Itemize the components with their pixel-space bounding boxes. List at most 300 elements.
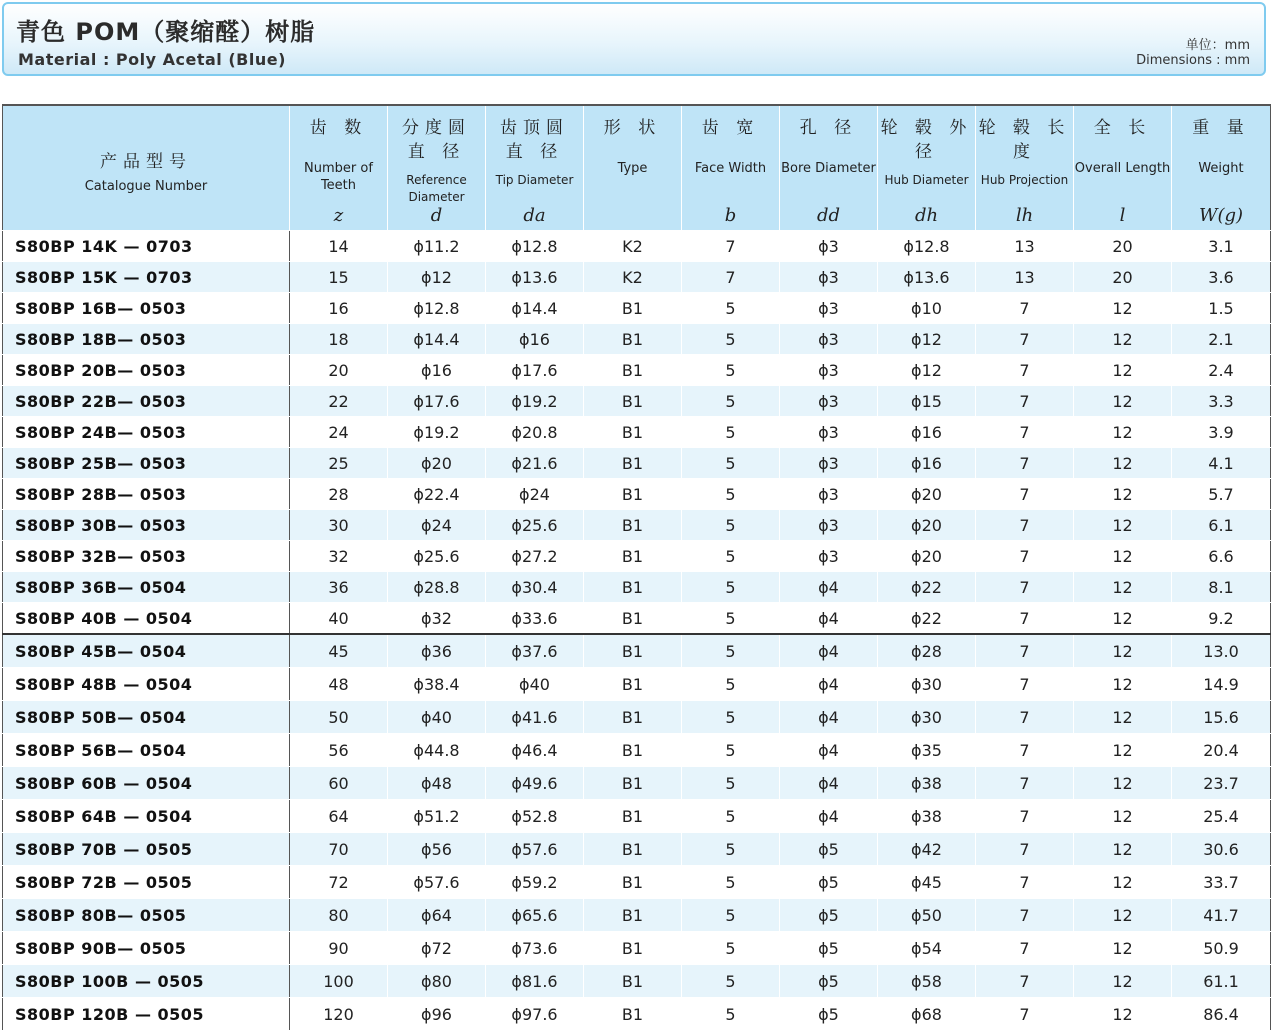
cell-teeth: 16 [290, 293, 388, 324]
cell-weight: 25.4 [1172, 800, 1271, 833]
cell-type: B1 [584, 734, 682, 767]
cell-hub-diameter: ϕ16 [878, 448, 976, 479]
cell-hub-diameter: ϕ42 [878, 833, 976, 866]
col-header-hub-projection: 轮 毂 长 度 Hub Projection lh [976, 105, 1074, 231]
cell-model: S80BP 80B— 0505 [3, 899, 290, 932]
cell-weight: 5.7 [1172, 479, 1271, 510]
cell-type: B1 [584, 603, 682, 635]
cell-bore-diameter: ϕ4 [780, 767, 878, 800]
cell-model: S80BP 20B— 0503 [3, 355, 290, 386]
table-body [3, 231, 1271, 1031]
cell-tip-diameter: ϕ73.6 [486, 932, 584, 965]
cell-type: B1 [584, 767, 682, 800]
cell-model: S80BP 100B — 0505 [3, 965, 290, 998]
cell-overall-length: 12 [1074, 448, 1172, 479]
cell-model: S80BP 30B— 0503 [3, 510, 290, 541]
cell-weight: 2.4 [1172, 355, 1271, 386]
table-row [3, 479, 1271, 510]
cell-reference-diameter: ϕ25.6 [388, 541, 486, 572]
cell-face-width: 5 [682, 899, 780, 932]
cell-tip-diameter: ϕ20.8 [486, 417, 584, 448]
cell-teeth: 50 [290, 701, 388, 734]
cell-tip-diameter: ϕ41.6 [486, 701, 584, 734]
cell-hub-projection: 7 [976, 479, 1074, 510]
cell-hub-diameter: ϕ16 [878, 417, 976, 448]
cell-type: B1 [584, 634, 682, 668]
cell-model: S80BP 32B— 0503 [3, 541, 290, 572]
cell-type: B1 [584, 998, 682, 1031]
col-header-overall-length: 全 长 Overall Length l [1074, 105, 1172, 231]
cell-hub-projection: 7 [976, 386, 1074, 417]
cell-reference-diameter: ϕ17.6 [388, 386, 486, 417]
cell-reference-diameter: ϕ36 [388, 634, 486, 668]
cell-overall-length: 12 [1074, 479, 1172, 510]
cell-hub-diameter: ϕ20 [878, 510, 976, 541]
cell-overall-length: 12 [1074, 899, 1172, 932]
cell-hub-diameter: ϕ38 [878, 800, 976, 833]
cell-bore-diameter: ϕ3 [780, 510, 878, 541]
cell-face-width: 5 [682, 965, 780, 998]
unit-label-en: Dimensions : mm [1136, 53, 1250, 68]
cell-hub-projection: 7 [976, 899, 1074, 932]
cell-overall-length: 12 [1074, 634, 1172, 668]
table-row [3, 965, 1271, 998]
cell-hub-diameter: ϕ28 [878, 634, 976, 668]
cell-overall-length: 12 [1074, 998, 1172, 1031]
cell-type: B1 [584, 324, 682, 355]
cell-hub-projection: 7 [976, 603, 1074, 635]
page-title: 青色 POM（聚缩醛）树脂 [16, 18, 316, 46]
table-row [3, 324, 1271, 355]
cell-overall-length: 12 [1074, 510, 1172, 541]
cell-overall-length: 12 [1074, 603, 1172, 635]
cell-teeth: 20 [290, 355, 388, 386]
cell-weight: 9.2 [1172, 603, 1271, 635]
cell-weight: 41.7 [1172, 899, 1271, 932]
cell-hub-diameter: ϕ12.8 [878, 231, 976, 262]
cell-tip-diameter: ϕ30.4 [486, 572, 584, 603]
table-row [3, 417, 1271, 448]
cell-teeth: 18 [290, 324, 388, 355]
cell-teeth: 64 [290, 800, 388, 833]
cell-hub-projection: 7 [976, 417, 1074, 448]
cell-weight: 23.7 [1172, 767, 1271, 800]
cell-model: S80BP 72B — 0505 [3, 866, 290, 899]
cell-model: S80BP 64B — 0504 [3, 800, 290, 833]
cell-face-width: 5 [682, 541, 780, 572]
table-row [3, 262, 1271, 293]
cell-hub-diameter: ϕ45 [878, 866, 976, 899]
cell-tip-diameter: ϕ21.6 [486, 448, 584, 479]
spec-table [2, 104, 1271, 1031]
cell-model: S80BP 14K — 0703 [3, 231, 290, 262]
cell-tip-diameter: ϕ24 [486, 479, 584, 510]
cell-reference-diameter: ϕ22.4 [388, 479, 486, 510]
cell-hub-diameter: ϕ38 [878, 767, 976, 800]
table-row [3, 541, 1271, 572]
cell-teeth: 14 [290, 231, 388, 262]
cell-weight: 4.1 [1172, 448, 1271, 479]
cell-type: B1 [584, 668, 682, 701]
cell-model: S80BP 28B— 0503 [3, 479, 290, 510]
cell-overall-length: 20 [1074, 231, 1172, 262]
cell-weight: 14.9 [1172, 668, 1271, 701]
cell-face-width: 5 [682, 866, 780, 899]
cell-overall-length: 12 [1074, 355, 1172, 386]
cell-hub-projection: 7 [976, 998, 1074, 1031]
cell-weight: 2.1 [1172, 324, 1271, 355]
cell-type: K2 [584, 262, 682, 293]
cell-reference-diameter: ϕ57.6 [388, 866, 486, 899]
cell-overall-length: 12 [1074, 324, 1172, 355]
cell-hub-projection: 7 [976, 767, 1074, 800]
cell-hub-diameter: ϕ12 [878, 324, 976, 355]
cell-overall-length: 12 [1074, 734, 1172, 767]
cell-bore-diameter: ϕ3 [780, 386, 878, 417]
cell-overall-length: 12 [1074, 833, 1172, 866]
cell-bore-diameter: ϕ3 [780, 324, 878, 355]
cell-model: S80BP 22B— 0503 [3, 386, 290, 417]
cell-model: S80BP 24B— 0503 [3, 417, 290, 448]
cell-teeth: 56 [290, 734, 388, 767]
cell-hub-diameter: ϕ22 [878, 572, 976, 603]
cell-weight: 15.6 [1172, 701, 1271, 734]
cell-face-width: 5 [682, 701, 780, 734]
cell-hub-projection: 7 [976, 668, 1074, 701]
table-row [3, 355, 1271, 386]
cell-hub-projection: 7 [976, 866, 1074, 899]
cell-weight: 3.9 [1172, 417, 1271, 448]
cell-overall-length: 12 [1074, 293, 1172, 324]
cell-bore-diameter: ϕ3 [780, 479, 878, 510]
cell-bore-diameter: ϕ4 [780, 668, 878, 701]
table-row [3, 734, 1271, 767]
cell-reference-diameter: ϕ16 [388, 355, 486, 386]
cell-hub-diameter: ϕ15 [878, 386, 976, 417]
table-row [3, 448, 1271, 479]
cell-hub-diameter: ϕ20 [878, 541, 976, 572]
col-header-weight: 重 量 Weight W(g) [1172, 105, 1271, 231]
cell-teeth: 60 [290, 767, 388, 800]
cell-hub-projection: 13 [976, 262, 1074, 293]
cell-model: S80BP 70B — 0505 [3, 833, 290, 866]
table-row [3, 866, 1271, 899]
cell-face-width: 5 [682, 932, 780, 965]
cell-teeth: 120 [290, 998, 388, 1031]
cell-tip-diameter: ϕ27.2 [486, 541, 584, 572]
cell-type: B1 [584, 932, 682, 965]
cell-tip-diameter: ϕ65.6 [486, 899, 584, 932]
cell-reference-diameter: ϕ19.2 [388, 417, 486, 448]
cell-tip-diameter: ϕ52.8 [486, 800, 584, 833]
cell-bore-diameter: ϕ5 [780, 866, 878, 899]
cell-reference-diameter: ϕ14.4 [388, 324, 486, 355]
table-row [3, 668, 1271, 701]
cell-type: B1 [584, 293, 682, 324]
cell-teeth: 22 [290, 386, 388, 417]
cell-teeth: 90 [290, 932, 388, 965]
col-header-hub-diameter: 轮 毂 外 径 Hub Diameter dh [878, 105, 976, 231]
cell-teeth: 25 [290, 448, 388, 479]
cell-bore-diameter: ϕ3 [780, 231, 878, 262]
cell-bore-diameter: ϕ3 [780, 293, 878, 324]
cell-reference-diameter: ϕ38.4 [388, 668, 486, 701]
unit-label-cn: 单位：mm [1185, 38, 1250, 53]
cell-overall-length: 20 [1074, 262, 1172, 293]
table-row [3, 932, 1271, 965]
cell-bore-diameter: ϕ3 [780, 448, 878, 479]
cell-model: S80BP 50B— 0504 [3, 701, 290, 734]
cell-hub-projection: 7 [976, 634, 1074, 668]
table-row [3, 293, 1271, 324]
cell-bore-diameter: ϕ5 [780, 932, 878, 965]
cell-face-width: 5 [682, 767, 780, 800]
cell-type: B1 [584, 448, 682, 479]
col-header-bore-diameter: 孔 径 Bore Diameter dd [780, 105, 878, 231]
cell-teeth: 48 [290, 668, 388, 701]
table-row [3, 603, 1271, 635]
col-header-model: 产品型号 Catalogue Number [3, 105, 290, 231]
cell-weight: 8.1 [1172, 572, 1271, 603]
cell-model: S80BP 25B— 0503 [3, 448, 290, 479]
cell-type: B1 [584, 541, 682, 572]
cell-teeth: 30 [290, 510, 388, 541]
cell-tip-diameter: ϕ33.6 [486, 603, 584, 635]
table-row [3, 231, 1271, 262]
cell-tip-diameter: ϕ59.2 [486, 866, 584, 899]
cell-face-width: 5 [682, 386, 780, 417]
cell-weight: 3.3 [1172, 386, 1271, 417]
cell-hub-projection: 7 [976, 324, 1074, 355]
table-header-row [3, 105, 1271, 231]
table-row [3, 899, 1271, 932]
cell-weight: 50.9 [1172, 932, 1271, 965]
cell-overall-length: 12 [1074, 800, 1172, 833]
cell-bore-diameter: ϕ5 [780, 833, 878, 866]
cell-weight: 3.1 [1172, 231, 1271, 262]
cell-bore-diameter: ϕ4 [780, 701, 878, 734]
cell-hub-projection: 7 [976, 572, 1074, 603]
cell-face-width: 5 [682, 479, 780, 510]
cell-teeth: 45 [290, 634, 388, 668]
cell-tip-diameter: ϕ49.6 [486, 767, 584, 800]
cell-overall-length: 12 [1074, 701, 1172, 734]
cell-face-width: 7 [682, 231, 780, 262]
cell-reference-diameter: ϕ64 [388, 899, 486, 932]
cell-type: B1 [584, 510, 682, 541]
cell-teeth: 36 [290, 572, 388, 603]
cell-bore-diameter: ϕ4 [780, 734, 878, 767]
cell-bore-diameter: ϕ4 [780, 572, 878, 603]
cell-hub-projection: 7 [976, 800, 1074, 833]
cell-overall-length: 12 [1074, 386, 1172, 417]
cell-weight: 3.6 [1172, 262, 1271, 293]
cell-teeth: 32 [290, 541, 388, 572]
table-row [3, 833, 1271, 866]
table-row [3, 767, 1271, 800]
cell-weight: 6.6 [1172, 541, 1271, 572]
cell-face-width: 5 [682, 355, 780, 386]
cell-weight: 20.4 [1172, 734, 1271, 767]
cell-reference-diameter: ϕ20 [388, 448, 486, 479]
cell-model: S80BP 45B— 0504 [3, 634, 290, 668]
cell-reference-diameter: ϕ80 [388, 965, 486, 998]
cell-teeth: 70 [290, 833, 388, 866]
cell-face-width: 5 [682, 833, 780, 866]
title-banner [2, 2, 1266, 76]
cell-tip-diameter: ϕ13.6 [486, 262, 584, 293]
page-subtitle: Material : Poly Acetal (Blue) [18, 50, 286, 69]
cell-reference-diameter: ϕ12.8 [388, 293, 486, 324]
cell-face-width: 5 [682, 668, 780, 701]
cell-face-width: 5 [682, 324, 780, 355]
cell-tip-diameter: ϕ14.4 [486, 293, 584, 324]
cell-model: S80BP 18B— 0503 [3, 324, 290, 355]
cell-tip-diameter: ϕ57.6 [486, 833, 584, 866]
cell-face-width: 5 [682, 603, 780, 635]
cell-teeth: 100 [290, 965, 388, 998]
cell-bore-diameter: ϕ5 [780, 965, 878, 998]
cell-overall-length: 12 [1074, 417, 1172, 448]
cell-tip-diameter: ϕ46.4 [486, 734, 584, 767]
cell-weight: 61.1 [1172, 965, 1271, 998]
cell-type: B1 [584, 899, 682, 932]
cell-reference-diameter: ϕ12 [388, 262, 486, 293]
cell-overall-length: 12 [1074, 932, 1172, 965]
cell-teeth: 28 [290, 479, 388, 510]
table-row [3, 634, 1271, 668]
cell-face-width: 7 [682, 262, 780, 293]
cell-hub-diameter: ϕ54 [878, 932, 976, 965]
cell-face-width: 5 [682, 448, 780, 479]
cell-hub-projection: 7 [976, 293, 1074, 324]
cell-bore-diameter: ϕ3 [780, 262, 878, 293]
cell-tip-diameter: ϕ25.6 [486, 510, 584, 541]
table-row [3, 386, 1271, 417]
cell-model: S80BP 60B — 0504 [3, 767, 290, 800]
cell-teeth: 24 [290, 417, 388, 448]
col-header-face-width: 齿 宽 Face Width b [682, 105, 780, 231]
cell-tip-diameter: ϕ37.6 [486, 634, 584, 668]
cell-hub-projection: 7 [976, 541, 1074, 572]
cell-hub-projection: 7 [976, 510, 1074, 541]
table-row [3, 510, 1271, 541]
cell-bore-diameter: ϕ4 [780, 634, 878, 668]
cell-teeth: 15 [290, 262, 388, 293]
cell-hub-diameter: ϕ20 [878, 479, 976, 510]
cell-tip-diameter: ϕ16 [486, 324, 584, 355]
cell-overall-length: 12 [1074, 572, 1172, 603]
cell-weight: 6.1 [1172, 510, 1271, 541]
cell-reference-diameter: ϕ11.2 [388, 231, 486, 262]
cell-model: S80BP 36B— 0504 [3, 572, 290, 603]
cell-hub-diameter: ϕ68 [878, 998, 976, 1031]
cell-model: S80BP 48B — 0504 [3, 668, 290, 701]
cell-teeth: 80 [290, 899, 388, 932]
cell-type: K2 [584, 231, 682, 262]
cell-tip-diameter: ϕ97.6 [486, 998, 584, 1031]
cell-bore-diameter: ϕ3 [780, 417, 878, 448]
cell-tip-diameter: ϕ17.6 [486, 355, 584, 386]
cell-bore-diameter: ϕ5 [780, 998, 878, 1031]
cell-overall-length: 12 [1074, 668, 1172, 701]
cell-hub-diameter: ϕ30 [878, 668, 976, 701]
cell-hub-projection: 7 [976, 734, 1074, 767]
cell-reference-diameter: ϕ32 [388, 603, 486, 635]
cell-type: B1 [584, 833, 682, 866]
col-header-type: 形 状 Type [584, 105, 682, 231]
cell-weight: 30.6 [1172, 833, 1271, 866]
cell-overall-length: 12 [1074, 767, 1172, 800]
cell-face-width: 5 [682, 800, 780, 833]
cell-overall-length: 12 [1074, 541, 1172, 572]
cell-hub-diameter: ϕ58 [878, 965, 976, 998]
cell-reference-diameter: ϕ72 [388, 932, 486, 965]
cell-face-width: 5 [682, 417, 780, 448]
cell-face-width: 5 [682, 998, 780, 1031]
cell-model: S80BP 120B — 0505 [3, 998, 290, 1031]
cell-type: B1 [584, 866, 682, 899]
cell-hub-projection: 7 [976, 965, 1074, 998]
table-row [3, 800, 1271, 833]
cell-weight: 33.7 [1172, 866, 1271, 899]
cell-weight: 86.4 [1172, 998, 1271, 1031]
col-header-teeth: 齿 数 Number of Teeth z [290, 105, 388, 231]
cell-bore-diameter: ϕ4 [780, 603, 878, 635]
cell-weight: 1.5 [1172, 293, 1271, 324]
col-header-reference-diameter: 分度圆 直 径 Reference Diameter d [388, 105, 486, 231]
cell-teeth: 72 [290, 866, 388, 899]
cell-face-width: 5 [682, 634, 780, 668]
cell-reference-diameter: ϕ40 [388, 701, 486, 734]
cell-hub-projection: 7 [976, 448, 1074, 479]
cell-tip-diameter: ϕ81.6 [486, 965, 584, 998]
table-row [3, 998, 1271, 1031]
cell-hub-projection: 13 [976, 231, 1074, 262]
cell-bore-diameter: ϕ5 [780, 899, 878, 932]
cell-hub-projection: 7 [976, 932, 1074, 965]
cell-hub-diameter: ϕ30 [878, 701, 976, 734]
cell-hub-projection: 7 [976, 701, 1074, 734]
cell-model: S80BP 90B— 0505 [3, 932, 290, 965]
cell-weight: 13.0 [1172, 634, 1271, 668]
cell-hub-projection: 7 [976, 355, 1074, 386]
cell-reference-diameter: ϕ48 [388, 767, 486, 800]
cell-bore-diameter: ϕ3 [780, 355, 878, 386]
cell-hub-diameter: ϕ10 [878, 293, 976, 324]
cell-hub-diameter: ϕ12 [878, 355, 976, 386]
cell-hub-diameter: ϕ35 [878, 734, 976, 767]
cell-hub-diameter: ϕ22 [878, 603, 976, 635]
cell-bore-diameter: ϕ3 [780, 541, 878, 572]
table-row [3, 572, 1271, 603]
cell-face-width: 5 [682, 734, 780, 767]
table-row [3, 701, 1271, 734]
cell-overall-length: 12 [1074, 965, 1172, 998]
cell-teeth: 40 [290, 603, 388, 635]
cell-model: S80BP 56B— 0504 [3, 734, 290, 767]
cell-hub-projection: 7 [976, 833, 1074, 866]
cell-face-width: 5 [682, 293, 780, 324]
cell-tip-diameter: ϕ19.2 [486, 386, 584, 417]
cell-type: B1 [584, 800, 682, 833]
cell-model: S80BP 16B— 0503 [3, 293, 290, 324]
cell-hub-diameter: ϕ50 [878, 899, 976, 932]
cell-tip-diameter: ϕ12.8 [486, 231, 584, 262]
cell-model: S80BP 15K — 0703 [3, 262, 290, 293]
cell-reference-diameter: ϕ24 [388, 510, 486, 541]
cell-reference-diameter: ϕ44.8 [388, 734, 486, 767]
